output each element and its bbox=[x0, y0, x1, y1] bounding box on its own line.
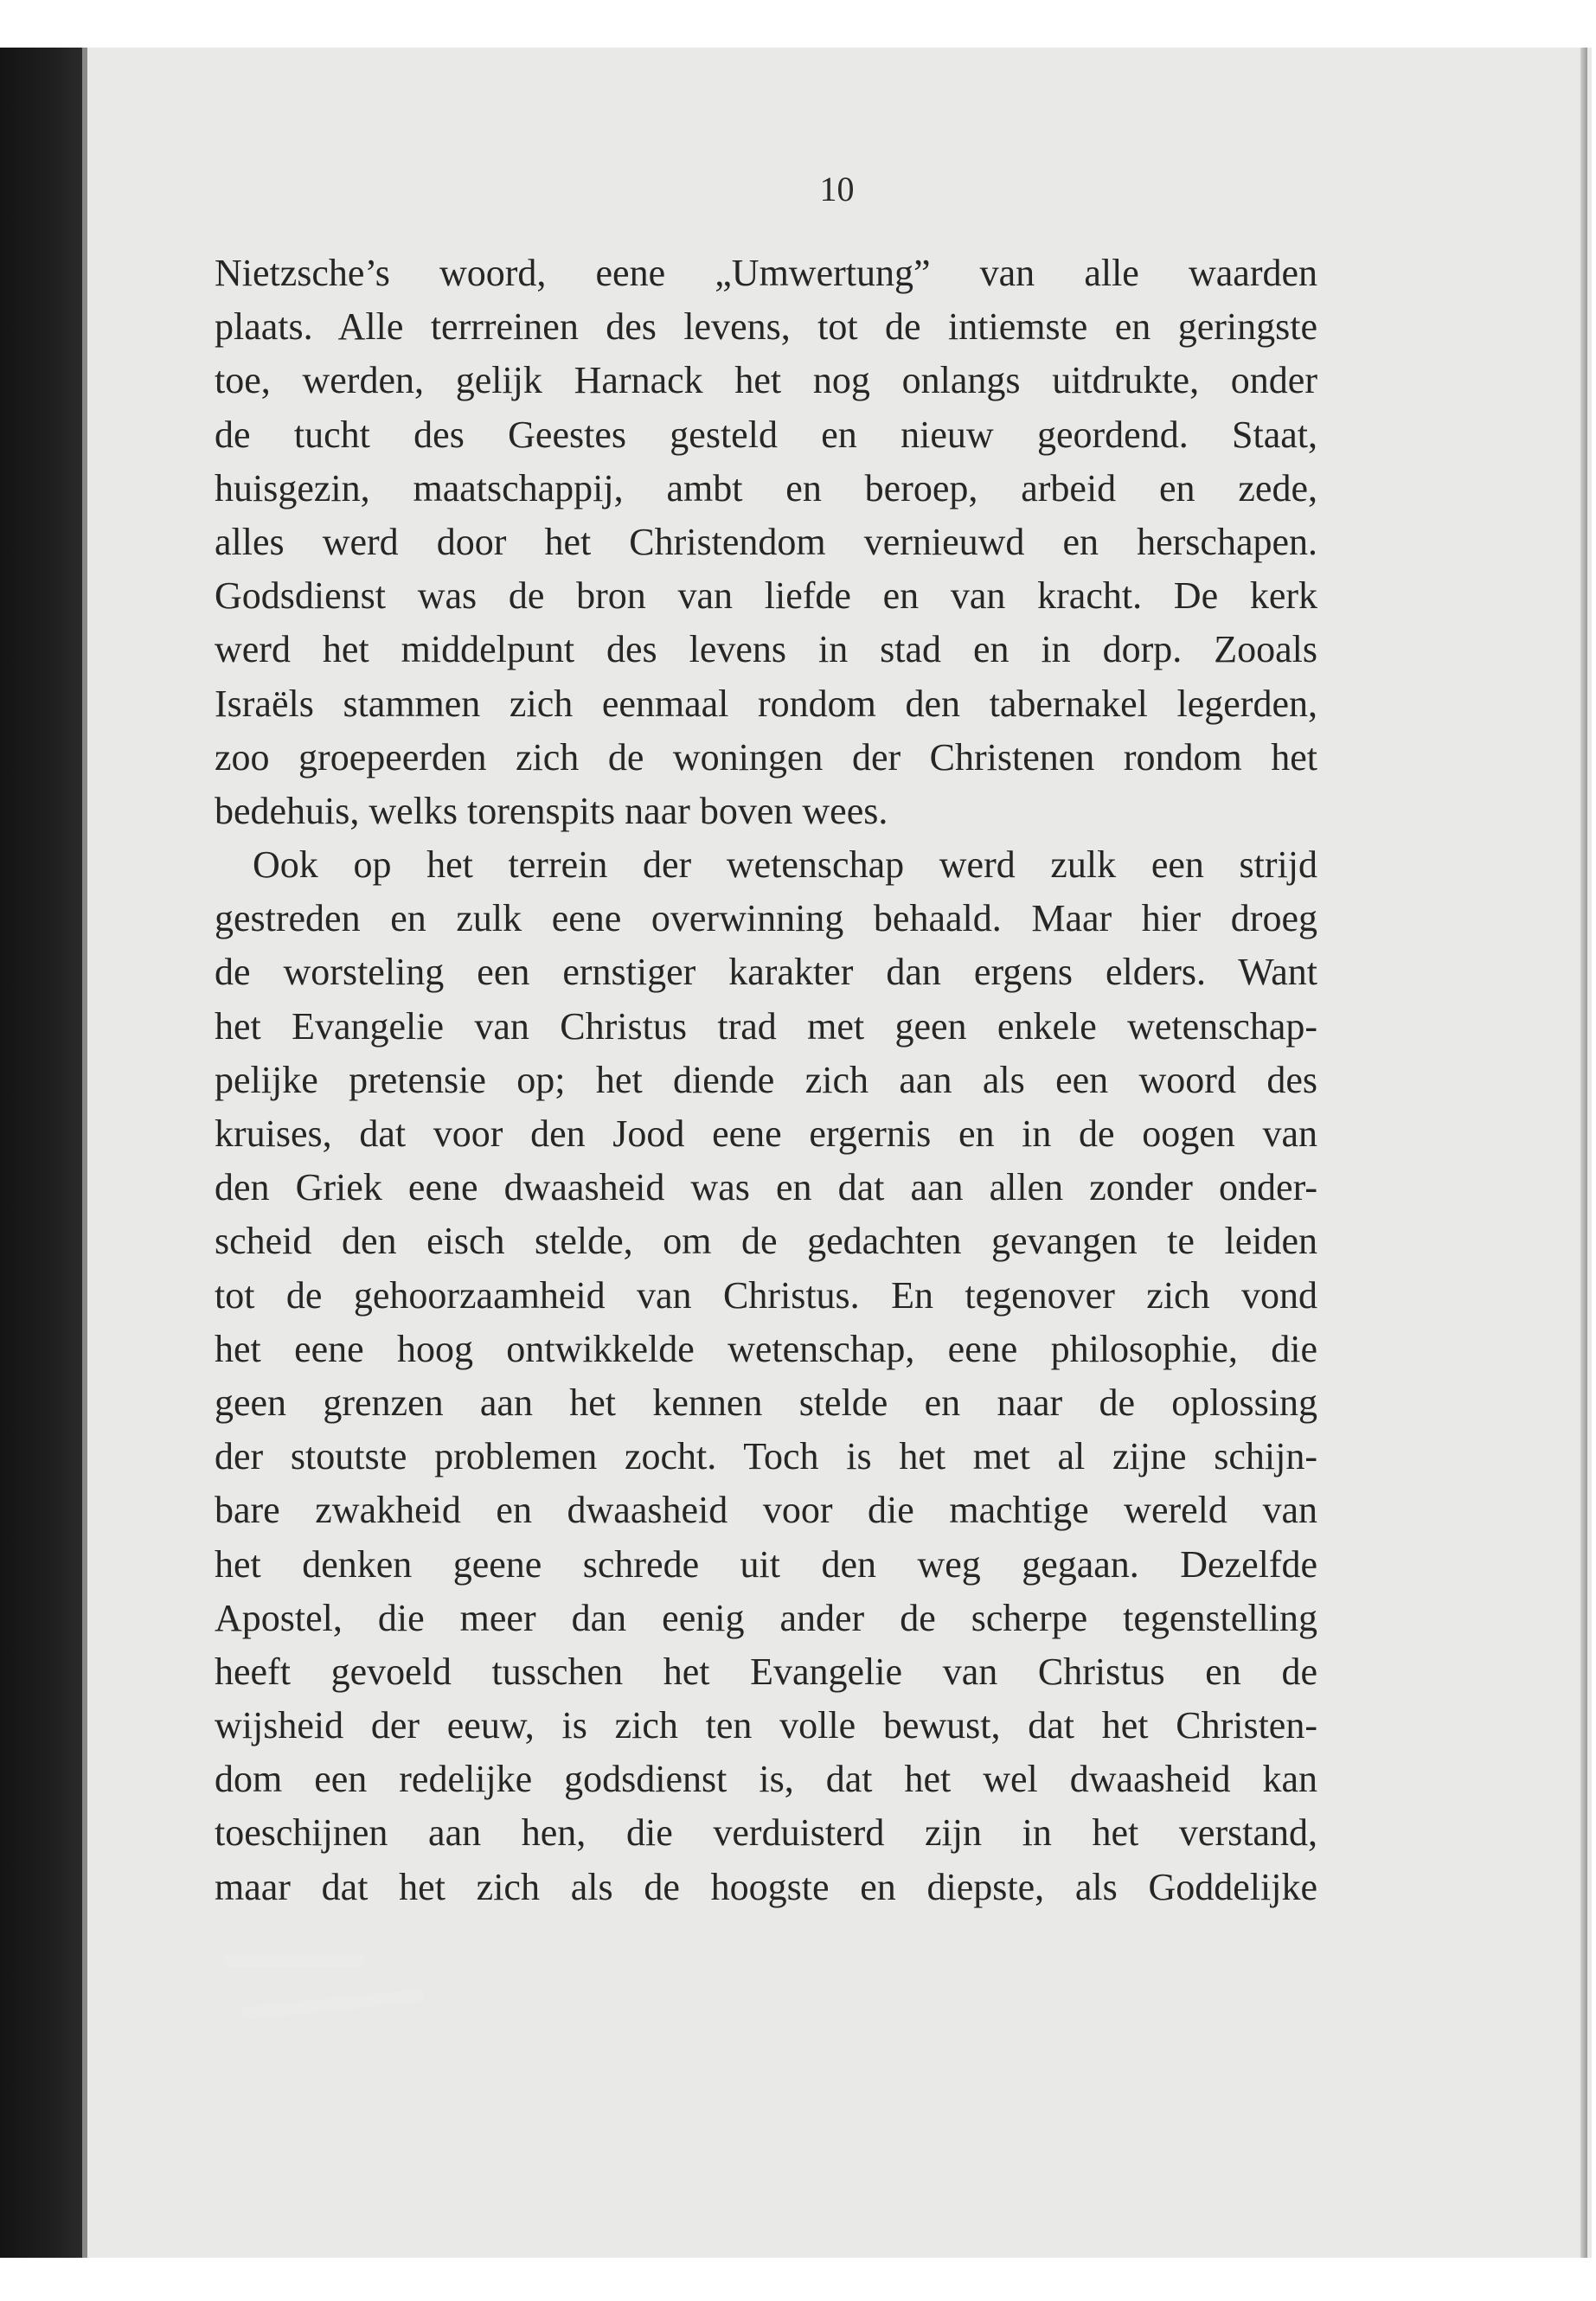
text-line: de tucht des Geestes gesteld en nieuw geordend. Staat, bbox=[215, 413, 1317, 456]
text-line: toeschijnen aan hen, die verduisterd zijn in het verstand, bbox=[215, 1811, 1317, 1855]
text-line: tot de gehoorzaamheid van Christus. En tegenover zich vond bbox=[215, 1273, 1317, 1317]
text-line: het eene hoog ontwikkelde wetenschap, eene philosophie, die bbox=[215, 1327, 1317, 1370]
text-line: alles werd door het Christendom vernieuwd en herschapen. bbox=[215, 520, 1317, 563]
body-text bbox=[215, 247, 1317, 1914]
library-stamp-mark bbox=[216, 1938, 450, 2033]
text-line: plaats. Alle terrreinen des levens, tot de intiemste en geringste bbox=[215, 305, 1317, 349]
text-line: heeft gevoeld tusschen het Evangelie van Christus en de bbox=[215, 1650, 1317, 1693]
paragraph-first-line: Ook op het terrein der wetenschap werd zulk een strijd bbox=[253, 843, 1317, 887]
text-line: toe, werden, gelijk Harnack het nog onlangs uitdrukte, onder bbox=[215, 359, 1317, 402]
text-line: Godsdienst was de bron van liefde en van kracht. De kerk bbox=[215, 574, 1317, 618]
text-line: het denken geene schrede uit den weg gegaan. Dezelfde bbox=[215, 1542, 1317, 1586]
text-line: Nietzsche’s woord, eene „Umwertung” van alle waarden bbox=[215, 252, 1317, 294]
page-number: 10 bbox=[819, 170, 855, 208]
text-line: zoo groepeerden zich de woningen der Christenen rondom het bbox=[215, 735, 1317, 779]
scan-left-border bbox=[0, 48, 82, 2258]
text-line: wijsheid der eeuw, is zich ten volle bewust, dat het Christen- bbox=[215, 1704, 1317, 1747]
text-line: maar dat het zich als de hoogste en diepste, als Goddelijke bbox=[215, 1865, 1317, 1908]
text-line: der stoutste problemen zocht. Toch is het met al zijne schijn- bbox=[215, 1435, 1317, 1478]
text-line: de worsteling een ernstiger karakter dan ergens elders. Want bbox=[215, 951, 1317, 994]
text-line: pelijke pretensie op; het diende zich aan als een woord des bbox=[215, 1058, 1317, 1101]
text-line: scheid den eisch stelde, om de gedachten gevangen te leiden bbox=[215, 1220, 1317, 1263]
page-right-edge bbox=[1580, 48, 1587, 2258]
text-line: bedehuis, welks torenspits naar boven wees. bbox=[215, 789, 888, 832]
text-line: gestreden en zulk eene overwinning behaald. Maar hier droeg bbox=[215, 897, 1317, 940]
text-line: dom een redelijke godsdienst is, dat het wel dwaasheid kan bbox=[215, 1758, 1317, 1801]
text-line: den Griek eene dwaasheid was en dat aan allen zonder onder- bbox=[215, 1166, 1317, 1209]
text-line: Apostel, die meer dan eenig ander de scherpe tegenstelling bbox=[215, 1596, 1317, 1639]
text-line: huisgezin, maatschappij, ambt en beroep, arbeid en zede, bbox=[215, 466, 1317, 510]
text-line: kruises, dat voor den Jood eene ergernis en in de oogen van bbox=[215, 1112, 1317, 1155]
text-line: werd het middelpunt des levens in stad en in dorp. Zooals bbox=[215, 628, 1317, 671]
text-line: het Evangelie van Christus trad met geen enkele wetenschap- bbox=[215, 1004, 1317, 1048]
text-line: bare zwakheid en dwaasheid voor die machtige wereld van bbox=[215, 1489, 1317, 1532]
text-line: Israëls stammen zich eenmaal rondom den tabernakel legerden, bbox=[215, 682, 1317, 725]
text-line: geen grenzen aan het kennen stelde en naar de oplossing bbox=[215, 1381, 1317, 1424]
